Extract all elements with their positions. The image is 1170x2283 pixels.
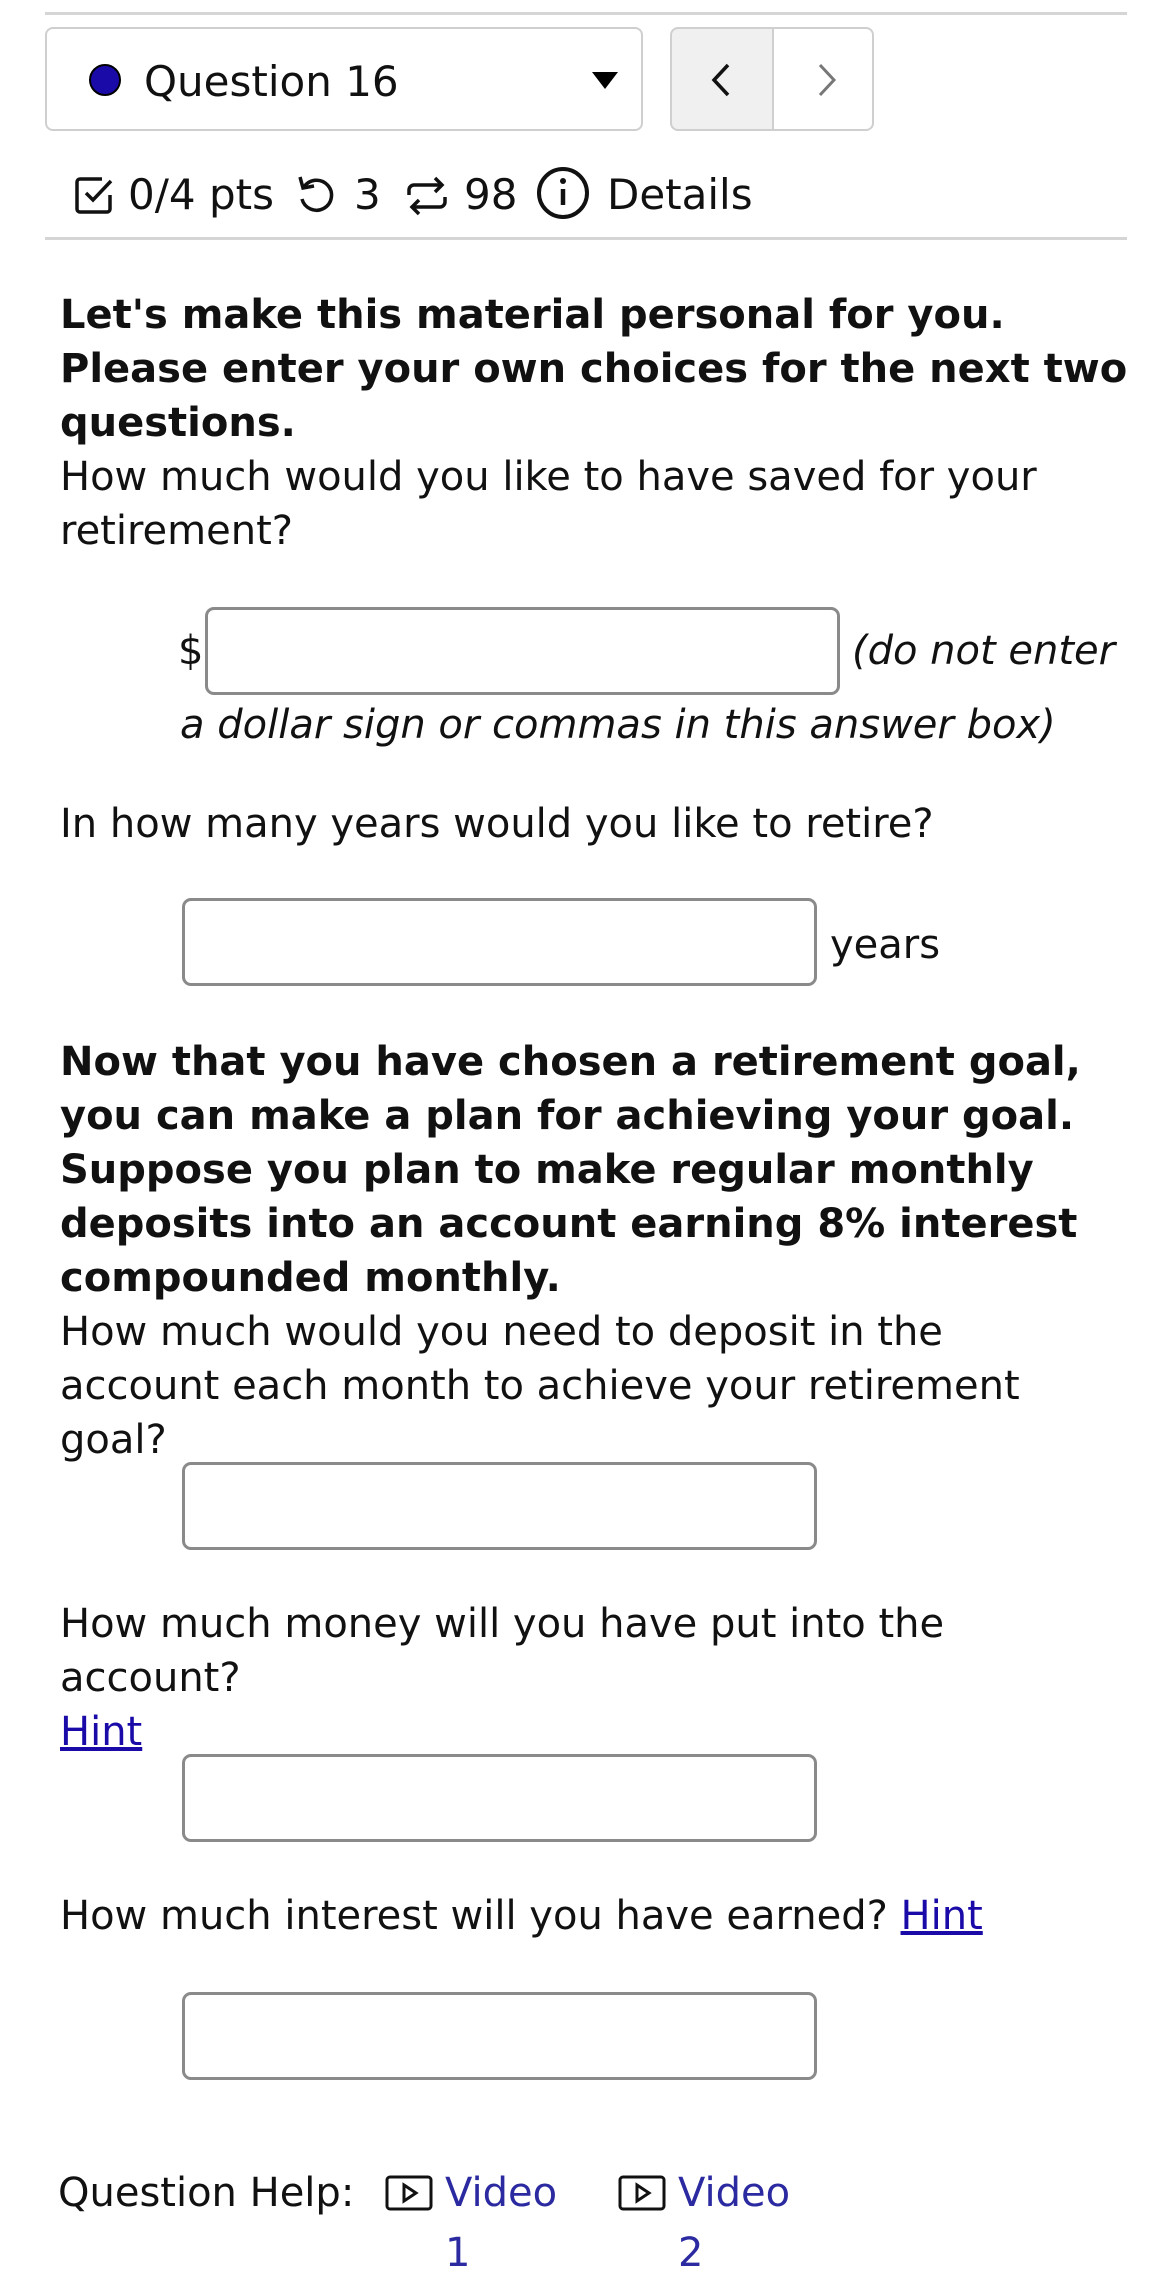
header-divider <box>45 237 1127 240</box>
retirement-savings-input[interactable] <box>205 607 840 695</box>
question-status-dot <box>89 64 121 96</box>
question-interest-earned-text: How much interest will you have earned? <box>60 1893 888 1939</box>
details-label: Details <box>607 170 753 219</box>
retry-icon <box>294 173 338 217</box>
question-years-to-retire: In how many years would you like to retire? <box>60 801 934 847</box>
video-play-icon <box>385 2175 433 2211</box>
repeat-icon <box>404 173 450 219</box>
top-divider <box>45 12 1127 15</box>
chevron-left-icon <box>708 63 738 97</box>
video-1-label: Video 1 <box>445 2170 558 2276</box>
answer-note-line1: (do not enter <box>852 628 1116 674</box>
video-play-icon <box>618 2175 666 2211</box>
years-input[interactable] <box>182 898 817 986</box>
hint-link-total-deposited[interactable]: Hint <box>60 1709 143 1755</box>
video-2-label: Video 2 <box>678 2170 791 2276</box>
attempts-count: 98 <box>464 170 518 219</box>
hint-link-interest-earned[interactable]: Hint <box>900 1893 983 1939</box>
question-interest-earned <box>60 1889 1130 1943</box>
interest-earned-input[interactable] <box>182 1992 817 2080</box>
question-help-label: Question Help: <box>58 2170 355 2216</box>
question-monthly-deposit: How much would you need to deposit in the account each month to achieve your retirement goal? <box>60 1309 1020 1463</box>
plan-text: Now that you have chosen a retirement goal, you can make a plan for achieving your goal. Suppose you plan to make regular monthly deposits into an account earning 8% interest compounded monthly. <box>60 1039 1081 1301</box>
next-question-button[interactable] <box>772 27 874 131</box>
total-deposited-input[interactable] <box>182 1754 817 1842</box>
years-suffix: years <box>830 922 941 968</box>
dollar-prefix: $ <box>178 628 204 674</box>
dropdown-caret-icon <box>592 72 618 89</box>
video-1-link[interactable] <box>385 2163 595 2276</box>
points-indicator <box>72 165 302 225</box>
info-icon <box>535 165 591 221</box>
question-total-deposited-text: How much money will you have put into the account? <box>60 1601 945 1701</box>
attempts-indicator <box>404 165 524 225</box>
details-button[interactable] <box>535 165 753 225</box>
retries-count: 3 <box>354 170 381 219</box>
question-label: Question 16 <box>144 57 399 106</box>
chevron-right-icon <box>810 63 840 97</box>
monthly-deposit-input[interactable] <box>182 1462 817 1550</box>
points-text: 0/4 pts <box>128 170 274 219</box>
video-2-link[interactable] <box>618 2163 828 2276</box>
question-total-deposited <box>60 1597 1130 1759</box>
retries-indicator <box>294 165 384 225</box>
question-nav <box>670 27 875 135</box>
checkbox-icon <box>72 173 116 217</box>
intro-text: Let's make this material personal for you. Please enter your own choices for the next two questions. <box>60 292 1128 446</box>
previous-question-button[interactable] <box>670 27 774 131</box>
question-retirement-savings: How much would you like to have saved for your retirement? <box>60 454 1037 554</box>
answer-note-line2: a dollar sign or commas in this answer box) <box>180 702 1056 748</box>
question-selector[interactable] <box>45 27 643 131</box>
